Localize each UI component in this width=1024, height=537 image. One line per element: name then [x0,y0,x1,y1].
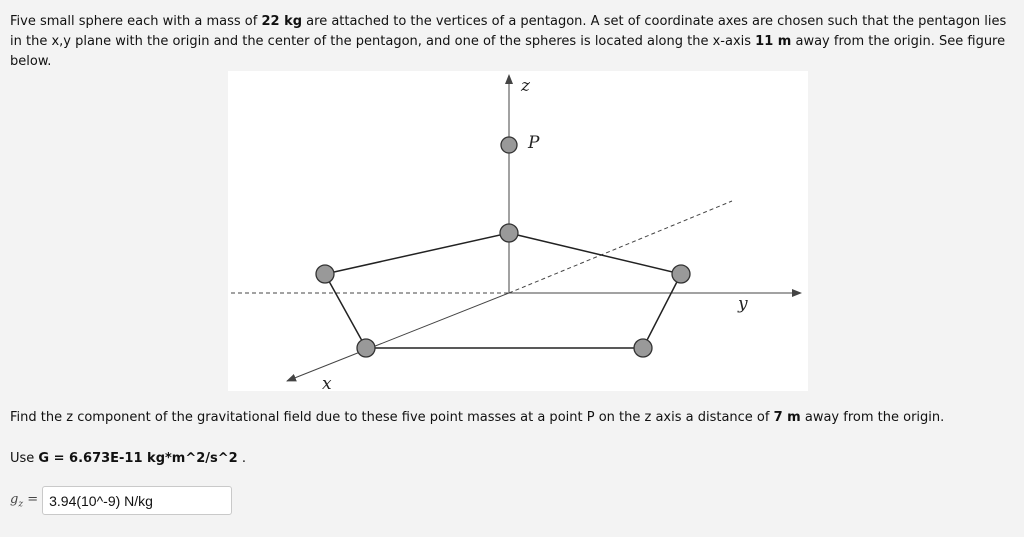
y-axis-label: y [738,294,748,314]
mass-value: 22 kg [261,14,303,29]
answer-input[interactable] [42,486,232,515]
sphere-bottom-right [634,339,652,357]
z-distance-value: 7 m [773,410,801,425]
z-axis-label: z [521,76,530,96]
g-constant-value: G = 6.673E-11 kg*m^2/s^2 [38,451,238,466]
answer-label-g: g [10,491,19,507]
answer-label-sub: z [18,499,24,510]
question-text-2: away from the origin. [800,410,945,425]
use-label: Use [10,451,39,466]
x-distance-value: 11 m [755,34,792,49]
x-axis-negative [509,201,732,293]
sphere-top [500,224,518,242]
pentagon-diagram [228,71,808,391]
use-end: . [237,451,246,466]
g-constant-line [10,449,1014,469]
intro-text-2: are attached to the vertices of a pentagon. A set of coordinate axes are chosen such that the pentagon lies in the x,y plane with the origin and the center of the pentagon, and one of the spheres is located along the x-axis [10,14,1007,49]
problem-intro [10,12,1014,72]
sphere-bottom-left [357,339,375,357]
point-p-sphere [501,137,517,153]
p-label: P [528,133,540,153]
sphere-right [672,265,690,283]
sphere-left [316,265,334,283]
intro-text-3: away from the origin. See figure below. [10,34,1006,69]
pentagon-figure [228,71,808,391]
answer-label-eq: = [23,491,39,507]
answer-label [10,492,38,510]
x-axis [287,293,509,381]
question-text-1: Find the z component of the gravitational field due to these five point masses at a point P on the z axis a distance of [10,410,774,425]
answer-row [10,485,232,516]
question-text [10,408,1014,428]
x-axis-label: x [322,374,332,391]
intro-text-1: Five small sphere each with a mass of [10,14,262,29]
pentagon-outline [325,233,681,348]
